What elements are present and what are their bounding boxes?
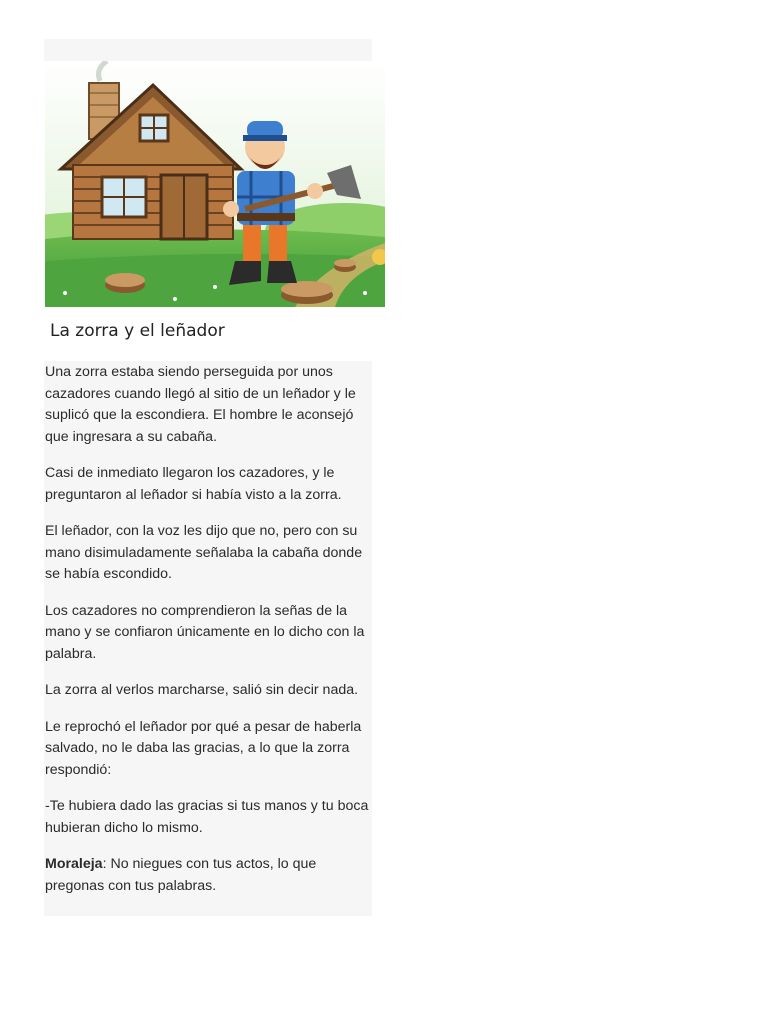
- story-paragraph: Una zorra estaba siendo perseguida por unos cazadores cuando llegó al sitio de un leñador y le suplicó que la escondiera. El hombre le aconsejó que ingresara a su cabaña.: [45, 364, 356, 445]
- story-title: La zorra y el leñador: [50, 321, 225, 341]
- story-paragraph: La zorra al verlos marcharse, salió sin decir nada.: [45, 682, 359, 698]
- cabin-lumberjack-image: [45, 61, 385, 307]
- moral-paragraph: [45, 854, 371, 897]
- moral-label: Moraleja: [45, 856, 103, 872]
- story-paragraph: Casi de inmediato llegaron los cazadores, y le preguntaron al leñador si había visto a la zorra.: [45, 465, 342, 503]
- moral-text: : No niegues con tus actos, lo que pregonas con tus palabras.: [45, 856, 317, 894]
- story-illustration: [45, 61, 385, 307]
- story-paragraph: El leñador, con la voz les dijo que no, pero con su mano disimuladamente señalaba la cabaña donde se había escondido.: [45, 523, 363, 582]
- story-paragraph: -Te hubiera dado las gracias si tus manos y tu boca hubieran dicho lo mismo.: [45, 798, 369, 836]
- top-band: [44, 39, 372, 61]
- story-paragraph: Le reprochó el leñador por qué a pesar de haberla salvado, no le daba las gracias, a lo que la zorra respondió:: [45, 718, 362, 778]
- story-paragraph: Los cazadores no comprendieron la señas de la mano y se confiaron únicamente en lo dicho con la palabra.: [45, 602, 365, 662]
- story-body: [44, 361, 372, 916]
